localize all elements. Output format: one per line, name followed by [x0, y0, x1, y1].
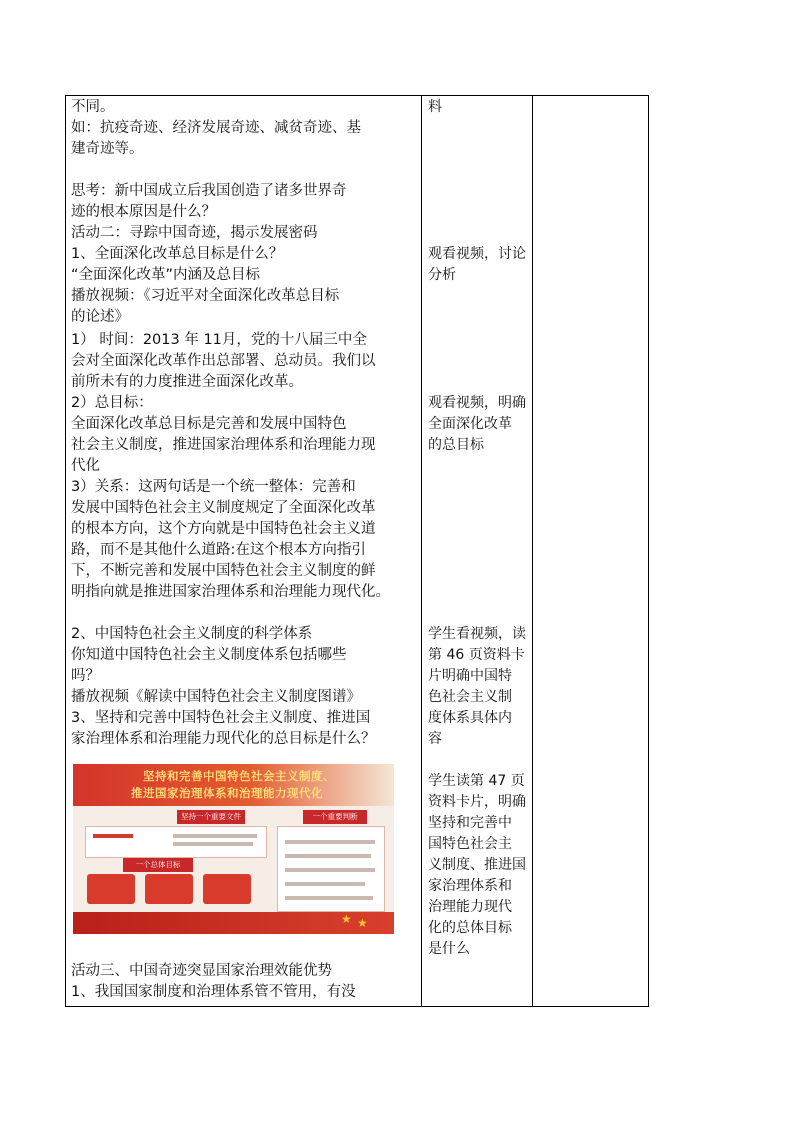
- content-line: 3）关系：这两句话是一个统一整体：完善和: [71, 479, 356, 495]
- notes-column: [533, 96, 649, 1006]
- content-line: 1、全面深化改革总目标是什么？: [71, 246, 284, 262]
- content-line: 的根本方向，这个方向就是中国特色社会主义道: [71, 521, 376, 537]
- star-icon: ★: [341, 912, 352, 926]
- content-line: 建奇迹等。: [71, 141, 144, 157]
- figure-text-row: [285, 854, 371, 858]
- figure-tab-left: 坚持一个重要文件: [177, 810, 245, 824]
- activity-line: 分析: [428, 267, 456, 283]
- star-icon: ★: [357, 916, 368, 930]
- activity-line: 色社会主义制: [428, 689, 512, 705]
- content-line: 1、我国国家制度和治理体系管不管用，有没: [71, 984, 356, 1000]
- content-line: 明指向就是推进国家治理体系和治理能力现代化。: [71, 584, 390, 600]
- figure-tab-right: 一个重要判断: [303, 810, 367, 824]
- content-line: 2、中国特色社会主义制度的科学体系: [71, 626, 313, 642]
- figure-highlight-row: [93, 834, 133, 838]
- activity-line: 度体系具体内: [428, 710, 512, 726]
- content-line: 活动三、中国奇迹突显国家治理效能优势: [71, 963, 332, 979]
- activity-line: 观看视频，明确: [428, 395, 526, 411]
- column-divider-1: [421, 96, 422, 1006]
- activity-line: 全面深化改革: [428, 416, 512, 432]
- activity-line: 坚持和完善中: [428, 815, 512, 831]
- content-line: 活动二：寻踪中国奇迹，揭示发展密码: [71, 225, 318, 241]
- figure-title-line2: 推进国家治理体系和治理能力现代化: [131, 786, 323, 800]
- figure-card: [145, 874, 193, 904]
- content-line: 发展中国特色社会主义制度规定了全面深化改革: [71, 500, 376, 516]
- content-line: 下，不断完善和发展中国特色社会主义制度的鲜: [71, 563, 376, 579]
- content-line: 不同。: [71, 99, 115, 115]
- student-activity-column: [428, 96, 528, 1006]
- figure-card: [87, 874, 135, 904]
- lesson-table: [65, 95, 649, 1007]
- activity-line: 片明确中国特: [428, 668, 512, 684]
- figure-text-row: [173, 842, 253, 846]
- activity-line: 学生看视频，读: [428, 626, 526, 642]
- content-line: 前所未有的力度推进全面深化改革。: [71, 374, 303, 390]
- figure-card: [203, 874, 251, 904]
- activity-line: 容: [428, 731, 442, 747]
- figure-title-line1: 坚持和完善中国特色社会主义制度、: [143, 769, 335, 783]
- content-line: 播放视频：《习近平对全面深化改革总目标: [71, 288, 340, 304]
- activity-line: 观看视频，讨论: [428, 246, 526, 262]
- content-line: 会对全面深化改革作出总部署、总动员。我们以: [71, 353, 376, 369]
- figure-tab-mid: 一个总体目标: [123, 858, 193, 872]
- activity-line: 资料卡片，明确: [428, 794, 526, 810]
- content-line: 播放视频《解读中国特色社会主义制度图谱》: [71, 689, 361, 705]
- content-line: 吗？: [71, 668, 100, 684]
- system-diagram-image: [73, 764, 394, 934]
- content-line: 社会主义制度，推进国家治理体系和治理能力现: [71, 437, 376, 453]
- content-line: 1） 时间：2013 年 11月，党的十八届三中全: [71, 332, 367, 348]
- activity-line: 义制度、推进国: [428, 857, 526, 873]
- activity-line: 化的总体目标: [428, 920, 512, 936]
- activity-line: 学生读第 47 页: [428, 773, 525, 789]
- figure-text-row: [285, 896, 373, 900]
- activity-line: 的总目标: [428, 437, 484, 453]
- activity-line: 料: [428, 99, 442, 115]
- content-line: 如：抗疫奇迹、经济发展奇迹、减贫奇迹、基: [71, 120, 361, 136]
- figure-text-row: [285, 882, 365, 886]
- activity-line: 国特色社会主: [428, 836, 512, 852]
- figure-text-row: [285, 868, 375, 872]
- content-line: 3、坚持和完善中国特色社会主义制度、推进国: [71, 710, 371, 726]
- figure-text-row: [173, 834, 257, 838]
- figure-text-row: [285, 840, 375, 844]
- content-line: 的论述》: [71, 309, 129, 325]
- activity-line: 家治理体系和: [428, 878, 512, 894]
- activity-line: 治理能力现代: [428, 899, 512, 915]
- content-line: 路，而不是其他什么道路:在这个根本方向指引: [71, 542, 366, 558]
- content-line: 2）总目标：: [71, 395, 153, 411]
- content-line: “全面深化改革”内涵及总目标: [71, 267, 261, 283]
- content-line: 家治理体系和治理能力现代化的总目标是什么？: [71, 731, 376, 747]
- content-line: 迹的根本原因是什么？: [71, 204, 216, 220]
- content-line: 全面深化改革总目标是完善和发展中国特色: [71, 416, 347, 432]
- content-line: 思考：新中国成立后我国创造了诸多世界奇: [71, 183, 347, 199]
- content-line: 你知道中国特色社会主义制度体系包括哪些: [71, 647, 347, 663]
- activity-line: 是什么: [428, 941, 470, 957]
- content-line: 代化: [71, 458, 100, 474]
- activity-line: 第 46 页资料卡: [428, 647, 525, 663]
